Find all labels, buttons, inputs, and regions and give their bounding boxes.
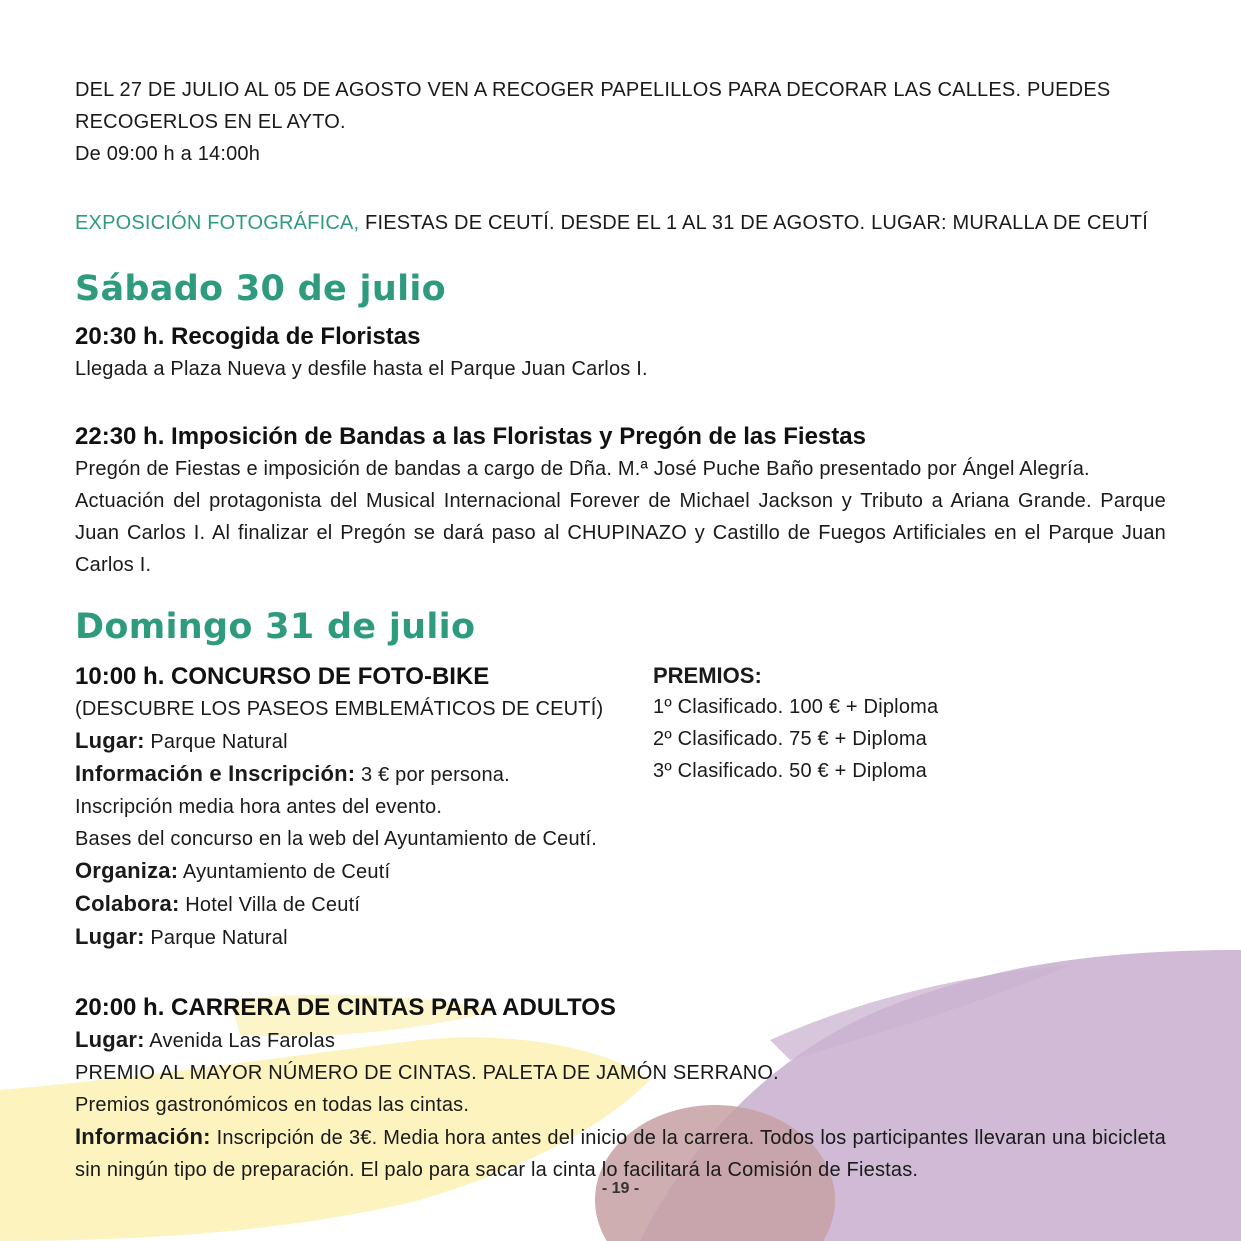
- event-recogida: [75, 321, 1166, 385]
- fotobike-details: [75, 661, 653, 954]
- fotobike-title: 10:00 h. CONCURSO DE FOTO-BIKE: [75, 663, 490, 690]
- fotobike-inscripcion: Inscripción media hora antes del evento.: [75, 796, 443, 818]
- premios-title: PREMIOS:: [653, 663, 762, 688]
- carrera-premio: PREMIO AL MAYOR NÚMERO DE CINTAS. PALETA DE JAMÓN SERRANO.: [75, 1062, 779, 1084]
- event-pregon: [75, 421, 1166, 581]
- sunday-heading: Domingo 31 de julio: [75, 607, 476, 647]
- fotobike-info-label: Información e Inscripción:: [75, 761, 356, 786]
- fotobike-info-value: 3 € por persona.: [355, 764, 510, 786]
- carrera-info-label: Información:: [75, 1124, 211, 1149]
- fotobike-bases: Bases del concurso en la web del Ayuntamiento de Ceutí.: [75, 828, 598, 850]
- carrera-section: [75, 992, 1166, 1186]
- fotobike-colabora-value: Hotel Villa de Ceutí: [179, 894, 361, 916]
- fotobike-organiza-label: Organiza:: [75, 858, 179, 883]
- fotobike-subtitle: (DESCUBRE LOS PASEOS EMBLEMÁTICOS DE CEUTÍ): [75, 698, 604, 720]
- fotobike-lugar: [75, 725, 653, 758]
- fotobike-organiza-value: Ayuntamiento de Ceutí: [178, 861, 391, 883]
- fotobike-lugar-2-value: Parque Natural: [144, 927, 288, 949]
- intro-notice: [75, 74, 1166, 170]
- fotobike-lugar-2-label: Lugar:: [75, 924, 145, 949]
- premio-item: 2º Clasificado. 75 € + Diploma: [653, 728, 927, 750]
- page-number: - 19 -: [601, 1180, 640, 1197]
- intro-line-2: De 09:00 h a 14:00h: [75, 143, 261, 165]
- intro-line-1: DEL 27 DE JULIO AL 05 DE AGOSTO VEN A RECOGER PAPELILLOS PARA DECORAR LAS CALLES. PUEDES RECOGERLOS EN EL AYTO.: [75, 79, 1111, 133]
- exhibition-text: FIESTAS DE CEUTÍ. DESDE EL 1 AL 31 DE AGOSTO. LUGAR: MURALLA DE CEUTÍ: [359, 212, 1148, 234]
- fotobike-lugar-2: [75, 921, 653, 954]
- event-pregon-desc-2: Actuación del protagonista del Musical Internacional Forever de Michael Jackson y Tributo a Ariana Grande. Parque Juan Carlos I. Al finalizar el Pregón se dará paso al CHUPINAZO y Castillo de Fuegos Artificiales en el Parque Juan Carlos I.: [75, 490, 1166, 576]
- carrera-info: [75, 1121, 1166, 1186]
- exhibition-label: EXPOSICIÓN FOTOGRÁFICA,: [75, 212, 360, 234]
- event-recogida-title: 20:30 h. Recogida de Floristas: [75, 323, 421, 350]
- event-pregon-desc-1: Pregón de Fiestas e imposición de bandas a cargo de Dña. M.ª José Puche Baño presentado por Ángel Alegría.: [75, 458, 1090, 480]
- event-recogida-desc: Llegada a Plaza Nueva y desfile hasta el Parque Juan Carlos I.: [75, 358, 648, 380]
- carrera-title: 20:00 h. CARRERA DE CINTAS PARA ADULTOS: [75, 994, 616, 1021]
- carrera-info-value: Inscripción de 3€. Media hora antes del inicio de la carrera. Todos los participantes llevaran una bicicleta sin ningún tipo de preparación. El palo para sacar la cinta lo facilitará la Comisión de Fiestas.: [75, 1127, 1166, 1181]
- fotobike-info: [75, 758, 653, 791]
- carrera-lugar: [75, 1024, 1166, 1057]
- fotobike-lugar-value: Parque Natural: [144, 731, 288, 753]
- event-pregon-title: 22:30 h. Imposición de Bandas a las Floristas y Pregón de las Fiestas: [75, 423, 866, 450]
- fotobike-colabora: [75, 888, 653, 921]
- premios-box: [653, 661, 1153, 954]
- fotobike-section: [75, 661, 1166, 954]
- program-page: [75, 74, 1166, 1186]
- fotobike-lugar-label: Lugar:: [75, 728, 145, 753]
- fotobike-colabora-label: Colabora:: [75, 891, 180, 916]
- premio-item: 3º Clasificado. 50 € + Diploma: [653, 760, 927, 782]
- exhibition-notice: [75, 207, 1166, 239]
- premio-item: 1º Clasificado. 100 € + Diploma: [653, 696, 939, 718]
- saturday-heading: Sábado 30 de julio: [75, 269, 447, 309]
- fotobike-organiza: [75, 855, 653, 888]
- carrera-premios-gastro: Premios gastronómicos en todas las cintas.: [75, 1094, 470, 1116]
- carrera-lugar-label: Lugar:: [75, 1027, 145, 1052]
- carrera-lugar-value: Avenida Las Farolas: [144, 1030, 336, 1052]
